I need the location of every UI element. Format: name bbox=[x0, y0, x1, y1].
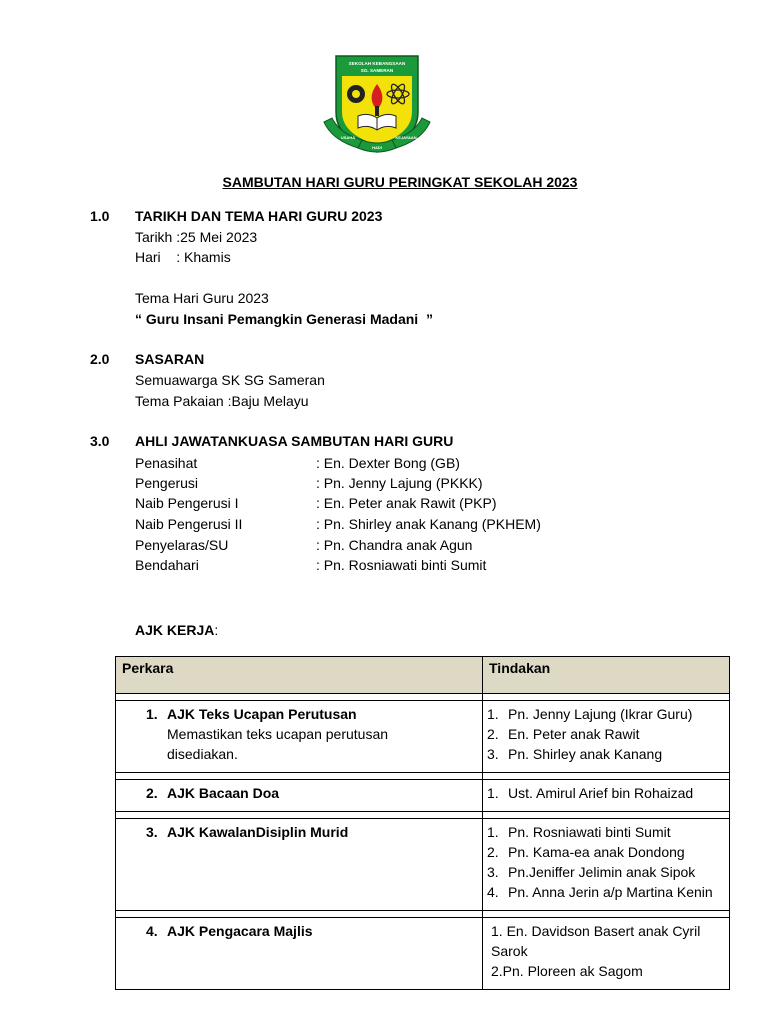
tindakan-cell bbox=[483, 819, 730, 911]
member-name: : Pn. Rosniawati binti Sumit bbox=[316, 557, 487, 573]
action-text: Pn. Jenny Lajung (Ikrar Guru) bbox=[508, 706, 693, 722]
action-number: 1. bbox=[487, 706, 499, 722]
perkara-cell bbox=[116, 918, 483, 990]
action-text: Pn. Anna Jerin a/p Martina Kenin bbox=[508, 884, 713, 900]
action-item bbox=[487, 744, 725, 764]
motto-left: USAHA bbox=[340, 135, 356, 140]
table-gap bbox=[116, 911, 730, 918]
action-text: Ust. Amirul Arief bin Rohaizad bbox=[508, 785, 694, 801]
action-number: 1. bbox=[487, 785, 499, 801]
section-2-heading: SASARAN bbox=[135, 351, 205, 367]
action-number: 3. bbox=[487, 746, 499, 762]
action-item bbox=[487, 842, 725, 862]
action-text: Pn. Rosniawati binti Sumit bbox=[508, 824, 671, 840]
tindakan-cell bbox=[483, 918, 730, 990]
action-item bbox=[487, 704, 725, 724]
member-role: Pengerusi bbox=[135, 475, 199, 491]
action-text: En. Peter anak Rawit bbox=[508, 726, 640, 742]
section-3-number: 3.0 bbox=[90, 433, 110, 449]
action-text: Pn.Jeniffer Jelimin anak Sipok bbox=[508, 864, 696, 880]
item-title-text: AJK Teks Ucapan Perutusan bbox=[167, 706, 357, 722]
table-gap bbox=[116, 812, 730, 819]
tindakan-cell bbox=[483, 780, 730, 812]
action-number: 2. bbox=[487, 726, 499, 742]
item-number: 3. bbox=[146, 824, 158, 840]
item-desc: disediakan. bbox=[167, 746, 238, 762]
item-title-text: AJK Pengacara Majlis bbox=[167, 923, 313, 939]
member-name: : En. Peter anak Rawit (PKP) bbox=[316, 495, 497, 511]
logo-text-top: SEKOLAH KEBANGSAAN bbox=[348, 61, 406, 66]
member-name: : Pn. Chandra anak Agun bbox=[316, 537, 473, 553]
motto-right: KEJAYAAN bbox=[395, 135, 417, 140]
action-text: Pn. Shirley anak Kanang bbox=[508, 746, 663, 762]
tema-label: Tema Hari Guru 2023 bbox=[135, 290, 269, 306]
item-title-text: AJK KawalanDisiplin Murid bbox=[167, 824, 349, 840]
section-1-heading: TARIKH DAN TEMA HARI GURU 2023 bbox=[135, 208, 383, 224]
hari-line: Hari : Khamis bbox=[135, 249, 231, 265]
perkara-cell bbox=[116, 701, 483, 773]
section-1-number: 1.0 bbox=[90, 208, 110, 224]
member-role: Bendahari bbox=[135, 557, 199, 573]
action-item bbox=[487, 862, 725, 882]
item-title bbox=[146, 704, 476, 724]
motto-center: HADI bbox=[372, 145, 382, 150]
section-2-number: 2.0 bbox=[90, 351, 110, 367]
member-name: : En. Dexter Bong (GB) bbox=[316, 455, 460, 471]
item-number: 4. bbox=[146, 923, 158, 939]
member-role: Penasihat bbox=[135, 455, 198, 471]
item-title bbox=[146, 921, 476, 941]
action-number: 1. bbox=[487, 824, 499, 840]
item-title bbox=[146, 822, 476, 842]
table-row bbox=[116, 918, 730, 990]
action-item bbox=[487, 783, 725, 803]
table-header-row bbox=[116, 657, 730, 694]
tema-text: “ Guru Insani Pemangkin Generasi Madani ” bbox=[135, 311, 433, 327]
item-number: 2. bbox=[146, 785, 158, 801]
tindakan-cell bbox=[483, 701, 730, 773]
ajk-kerja-colon: : bbox=[214, 622, 219, 638]
table-row bbox=[116, 701, 730, 773]
sasaran-line-1: Semuawarga SK SG Sameran bbox=[135, 372, 325, 388]
action-item bbox=[487, 822, 725, 842]
logo-text-top-2: SG. SAMERAN bbox=[360, 68, 394, 73]
item-title-text: AJK Bacaan Doa bbox=[167, 785, 280, 801]
header-perkara: Perkara bbox=[116, 657, 483, 694]
action-item: 2.Pn. Ploreen ak Sagom bbox=[491, 963, 643, 979]
perkara-cell bbox=[116, 819, 483, 911]
action-item: 1. En. Davidson Basert anak Cyril bbox=[491, 923, 701, 939]
item-title bbox=[146, 783, 476, 803]
action-item bbox=[487, 724, 725, 744]
school-logo bbox=[322, 52, 432, 162]
perkara-cell bbox=[116, 780, 483, 812]
table-row bbox=[116, 819, 730, 911]
member-name: : Pn. Jenny Lajung (PKKK) bbox=[316, 475, 483, 491]
action-number: 4. bbox=[487, 884, 499, 900]
sasaran-line-2: Tema Pakaian :Baju Melayu bbox=[135, 393, 309, 409]
action-item bbox=[487, 882, 725, 902]
action-number: 3. bbox=[487, 864, 499, 880]
table-gap bbox=[116, 694, 730, 701]
item-desc: Memastikan teks ucapan perutusan bbox=[167, 726, 389, 742]
member-role: Naib Pengerusi II bbox=[135, 516, 243, 532]
ajk-kerja-label-text: AJK KERJA bbox=[135, 622, 215, 638]
ajk-kerja-label bbox=[135, 622, 218, 638]
action-text: Pn. Kama-ea anak Dondong bbox=[508, 844, 685, 860]
table-gap bbox=[116, 773, 730, 780]
ajk-kerja-table bbox=[115, 656, 730, 990]
member-role: Naib Pengerusi I bbox=[135, 495, 239, 511]
gear-icon bbox=[347, 85, 365, 103]
item-number: 1. bbox=[146, 706, 158, 722]
member-role: Penyelaras/SU bbox=[135, 537, 229, 553]
document-title: SAMBUTAN HARI GURU PERINGKAT SEKOLAH 2023 bbox=[222, 174, 578, 190]
section-3-heading: AHLI JAWATANKUASA SAMBUTAN HARI GURU bbox=[135, 433, 454, 449]
table-row bbox=[116, 780, 730, 812]
header-tindakan: Tindakan bbox=[483, 657, 730, 694]
member-name: : Pn. Shirley anak Kanang (PKHEM) bbox=[316, 516, 541, 532]
tarikh-line: Tarikh :25 Mei 2023 bbox=[135, 229, 258, 245]
action-item: Sarok bbox=[491, 943, 528, 959]
action-number: 2. bbox=[487, 844, 499, 860]
